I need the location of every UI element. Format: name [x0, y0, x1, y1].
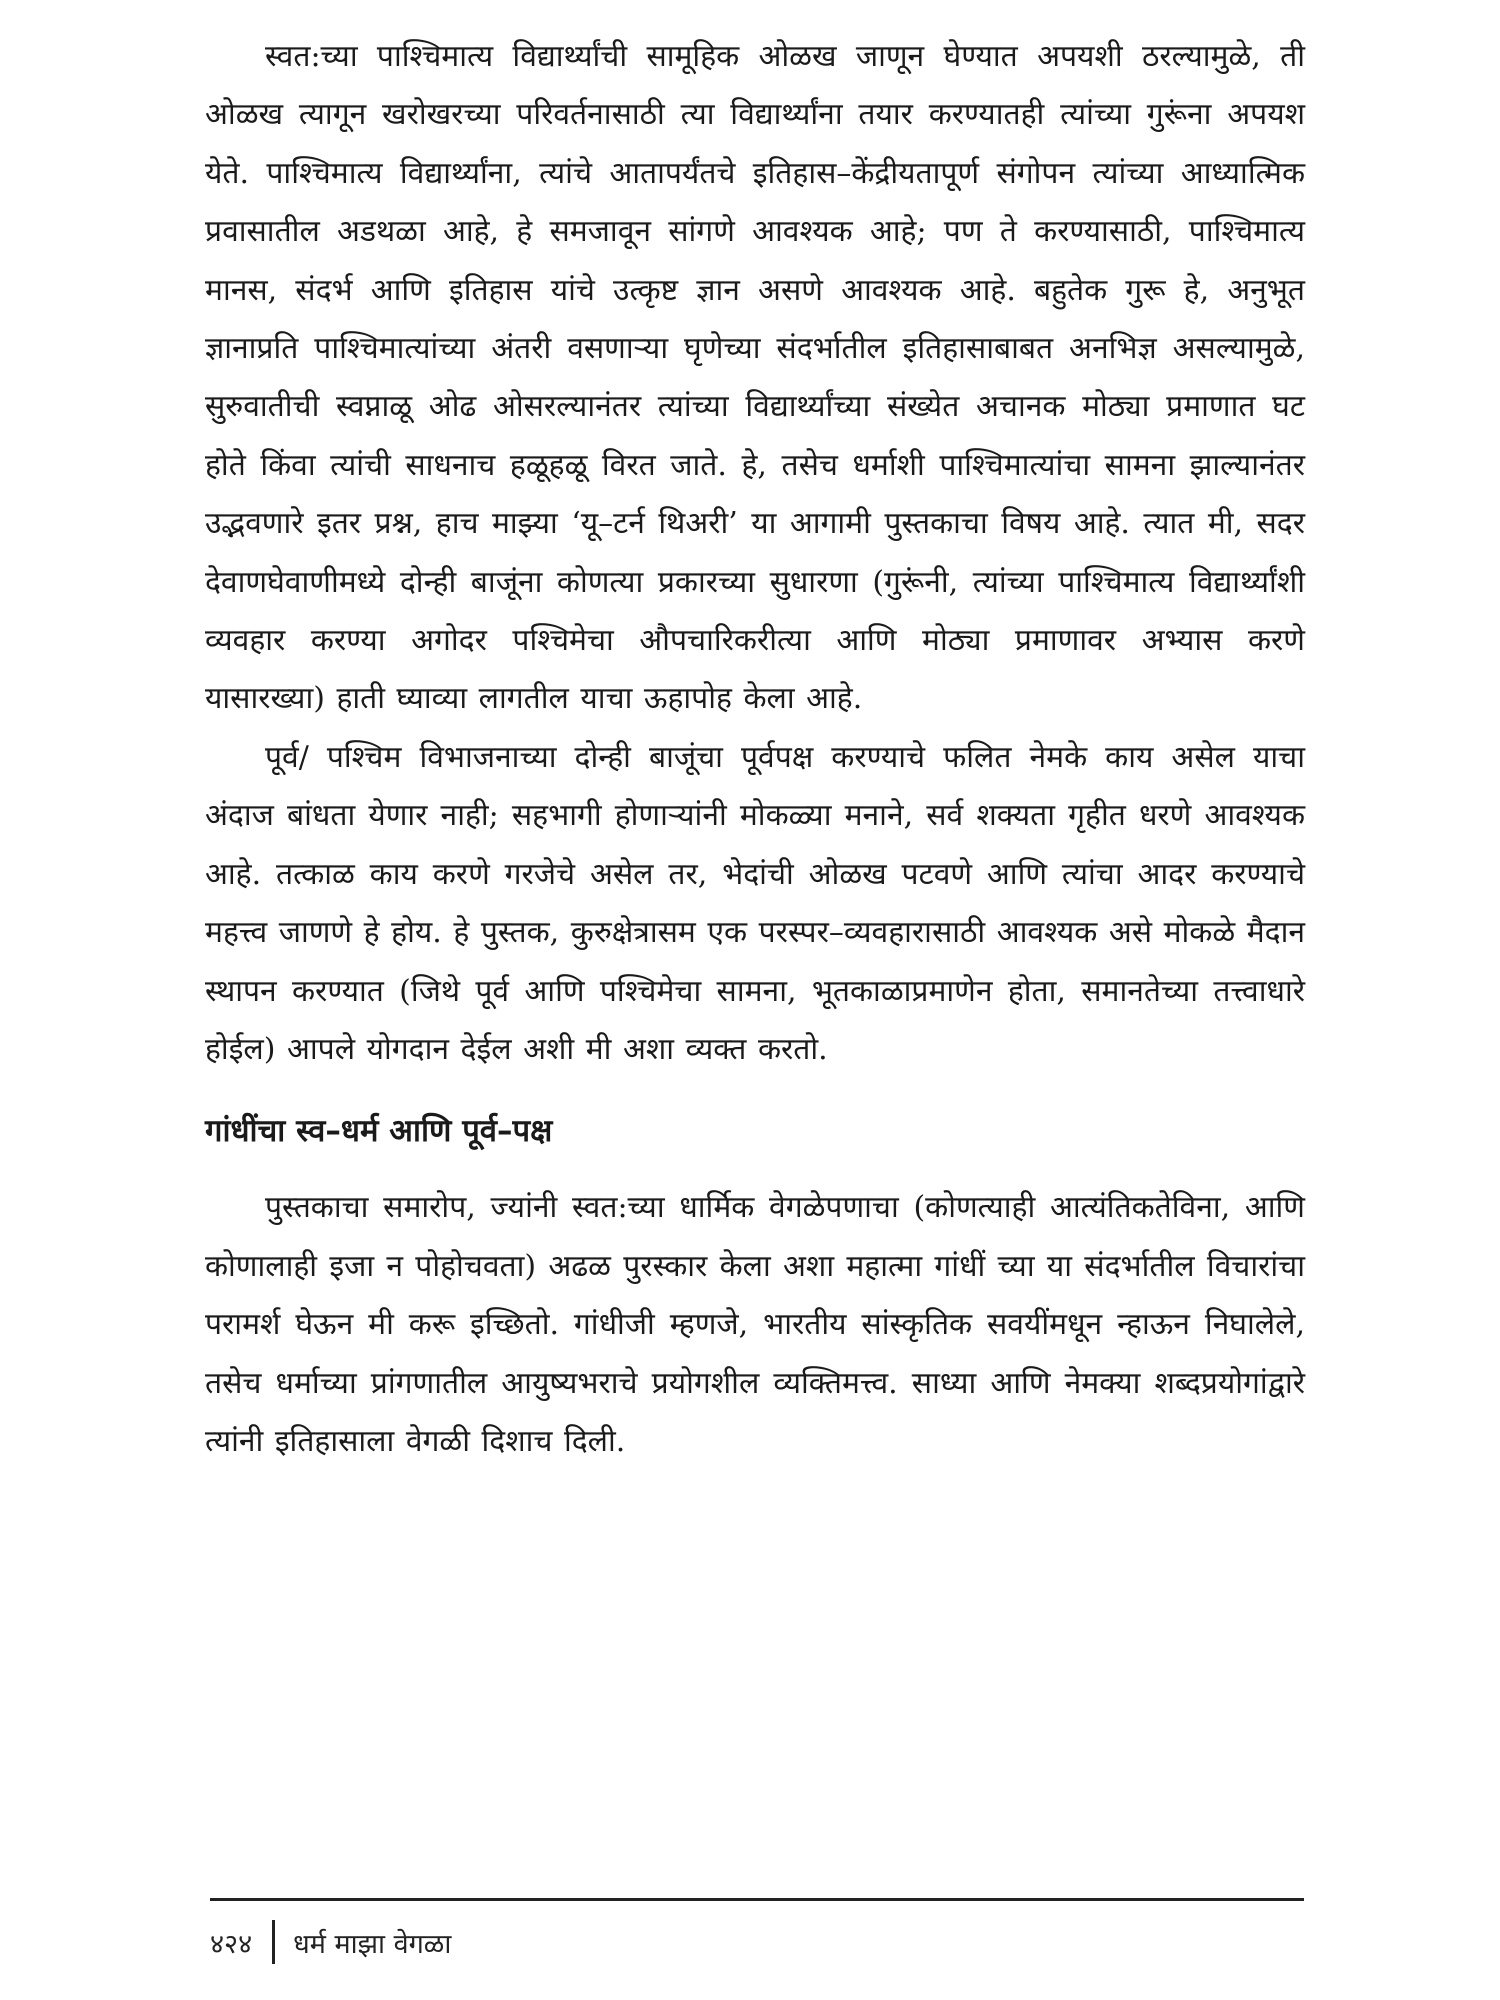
closing-paragraph: पुस्तकाचा समारोप, ज्यांनी स्वत:च्या धार्मिक वेगळेपणाचा (कोणत्याही आत्यंतिकतेविना, आणि कोणालाही इजा न पोहोचवता) अढळ पुरस्कार केला अशा महात्मा गांधीं च्या या संदर्भातील विचारांचा परामर्श घेऊन मी करू इच्छितो. गांधीजी म्हणजे, भारतीय सांस्कृतिक सवयींमधून न्हाऊन निघालेले, तसेच धर्माच्या प्रांगणातील आयुष्यभराचे प्रयोगशील व्यक्तिमत्त्व. साध्या आणि नेमक्या शब्दप्रयोगांद्वारे त्यांनी इतिहासाला वेगळी दिशाच दिली. [205, 1190, 1305, 1459]
page-footer [210, 1920, 451, 1964]
running-title: धर्म माझा वेगळा [293, 1928, 452, 1960]
footer-separator [272, 1920, 275, 1964]
page-body [205, 28, 1305, 1471]
body-paragraph-1: स्वत:च्या पाश्चिमात्य विद्यार्थ्यांची सामूहिक ओळख जाणून घेण्यात अपयशी ठरल्यामुळे, ती ओळख त्यागून खरोखरच्या परिवर्तनासाठी त्या विद्यार्थ्यांना तयार करण्यातही त्यांच्या गुरूंना अपयश येते. पाश्चिमात्य विद्यार्थ्यांना, त्यांचे आतापर्यंतचे इतिहास–केंद्रीयतापूर्ण संगोपन त्यांच्या आध्यात्मिक प्रवासातील अडथळा आहे, हे समजावून सांगणे आवश्यक आहे; पण ते करण्यासाठी, पाश्चिमात्य मानस, संदर्भ आणि इतिहास यांचे उत्कृष्ट ज्ञान असणे आवश्यक आहे. बहुतेक गुरू हे, अनुभूत ज्ञानाप्रति पाश्चिमात्यांच्या अंतरी वसणाऱ्या घृणेच्या संदर्भातील इतिहासाबाबत अनभिज्ञ असल्यामुळे, सुरुवातीची स्वप्नाळू ओढ ओसरल्यानंतर त्यांच्या विद्यार्थ्यांच्या संख्येत अचानक मोठ्या प्रमाणात घट होते किंवा त्यांची साधनाच हळूहळू विरत जाते. हे, तसेच धर्माशी पाश्चिमात्यांचा सामना झाल्यानंतर उद्भवणारे इतर प्रश्न, हाच माझ्या ‘यू–टर्न थिअरी’ या आगामी पुस्तकाचा विषय आहे. त्यात मी, सदर देवाणघेवाणीमध्ये दोन्ही बाजूंना कोणत्या प्रकारच्या सुधारणा (गुरूंनी, त्यांच्या पाश्चिमात्य विद्यार्थ्यांशी व्यवहार करण्या अगोदर पश्चिमेचा औपचारिकरीत्या आणि मोठ्या प्रमाणावर अभ्यास करणे यासारख्या) हाती घ्याव्या लागतील याचा ऊहापोह केला आहे. [205, 39, 1305, 717]
section-heading: गांधींचा स्व–धर्म आणि पूर्व–पक्ष [205, 1113, 553, 1150]
body-paragraph-2: पूर्व/ पश्चिम विभाजनाच्या दोन्ही बाजूंचा पूर्वपक्ष करण्याचे फलित नेमके काय असेल याचा अंदाज बांधता येणार नाही; सहभागी होणाऱ्यांनी मोकळ्या मनाने, सर्व शक्यता गृहीत धरणे आवश्यक आहे. तत्काळ काय करणे गरजेचे असेल तर, भेदांची ओळख पटवणे आणि त्यांचा आदर करण्याचे महत्त्व जाणणे हे होय. हे पुस्तक, कुरुक्षेत्रासम एक परस्पर–व्यवहारासाठी आवश्यक असे मोकळे मैदान स्थापन करण्यात (जिथे पूर्व आणि पश्चिमेचा सामना, भूतकाळाप्रमाणेन होता, समानतेच्या तत्त्वाधारे होईल) आपले योगदान देईल अशी मी अशा व्यक्त करतो. [205, 739, 1305, 1067]
footer-divider [210, 1898, 1304, 1901]
page-number: ४२४ [210, 1928, 253, 1960]
